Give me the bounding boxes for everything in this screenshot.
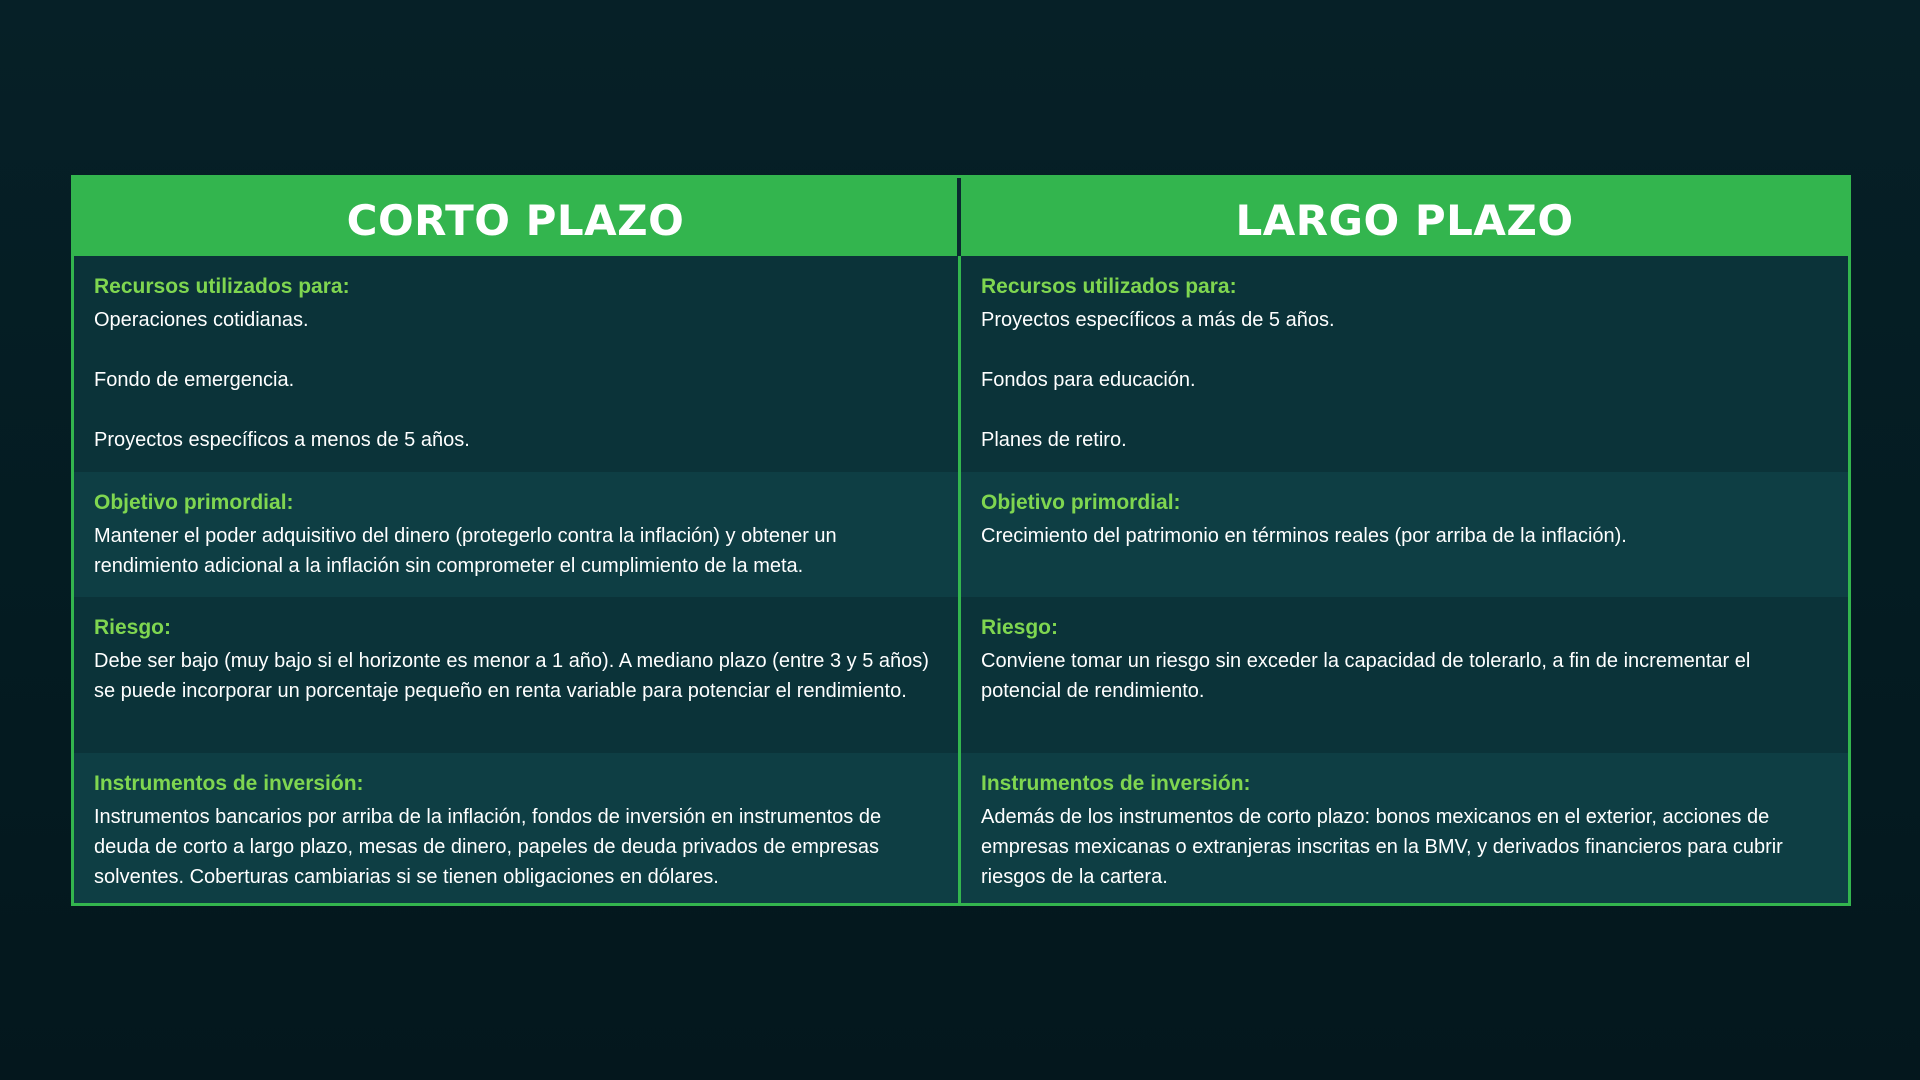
short-recursos-item: Operaciones cotidianas. [94, 309, 309, 331]
label-short-recursos: Recursos utilizados para: [94, 275, 350, 298]
label-long-instrumentos: Instrumentos de inversión: [981, 772, 1251, 795]
cell-long-instrumentos [961, 753, 1848, 903]
short-recursos-item: Fondo de emergencia. [94, 369, 295, 391]
label-long-objetivo: Objetivo primordial: [981, 491, 1181, 514]
label-short-riesgo: Riesgo: [94, 616, 172, 639]
long-objetivo-text: Crecimiento del patrimonio en términos reales (por arriba de la inflación). [981, 525, 1627, 547]
label-short-instrumentos: Instrumentos de inversión: [94, 772, 364, 795]
long-riesgo-text: Conviene tomar un riesgo sin exceder la capacidad de tolerarlo, a fin de incrementar el potencial de rendimiento. [981, 650, 1751, 702]
long-recursos-item: Planes de retiro. [981, 429, 1127, 451]
long-recursos-item: Proyectos específicos a más de 5 años. [981, 309, 1335, 331]
long-recursos-item: Fondos para educación. [981, 369, 1196, 391]
cell-short-riesgo [74, 597, 961, 753]
long-instrumentos-text: Además de los instrumentos de corto plazo: bonos mexicanos en el exterior, acciones de empresas mexicanas o extranjeras inscritas en la BMV, y derivados financieros para cubrir riesgos de la cartera. [981, 806, 1783, 888]
label-long-riesgo: Riesgo: [981, 616, 1059, 639]
cell-short-instrumentos [74, 753, 961, 903]
short-recursos-item: Proyectos específicos a menos de 5 años. [94, 429, 470, 451]
cell-long-objetivo [961, 472, 1848, 597]
short-instrumentos-text: Instrumentos bancarios por arriba de la inflación, fondos de inversión en instrumentos de deuda de corto a largo plazo, mesas de dinero, papeles de deuda privados de empresas solventes. Coberturas cambiarias si se tienen obligaciones en dólares. [94, 806, 882, 888]
cell-long-riesgo [961, 597, 1848, 753]
header-largo-plazo: LARGO PLAZO [961, 178, 1848, 256]
label-short-objetivo: Objetivo primordial: [94, 491, 294, 514]
label-long-recursos: Recursos utilizados para: [981, 275, 1237, 298]
short-riesgo-text: Debe ser bajo (muy bajo si el horizonte es menor a 1 año). A mediano plazo (entre 3 y 5 años) se puede incorporar un porcentaje pequeño en renta variable para potenciar el rendimiento. [94, 650, 929, 702]
cell-short-recursos [74, 256, 961, 472]
comparison-table [71, 175, 1851, 906]
cell-long-recursos [961, 256, 1848, 472]
cell-short-objetivo [74, 472, 961, 597]
header-corto-plazo: CORTO PLAZO [74, 178, 961, 256]
short-objetivo-text: Mantener el poder adquisitivo del dinero (protegerlo contra la inflación) y obtener un rendimiento adicional a la inflación sin comprometer el cumplimiento de la meta. [94, 525, 837, 577]
